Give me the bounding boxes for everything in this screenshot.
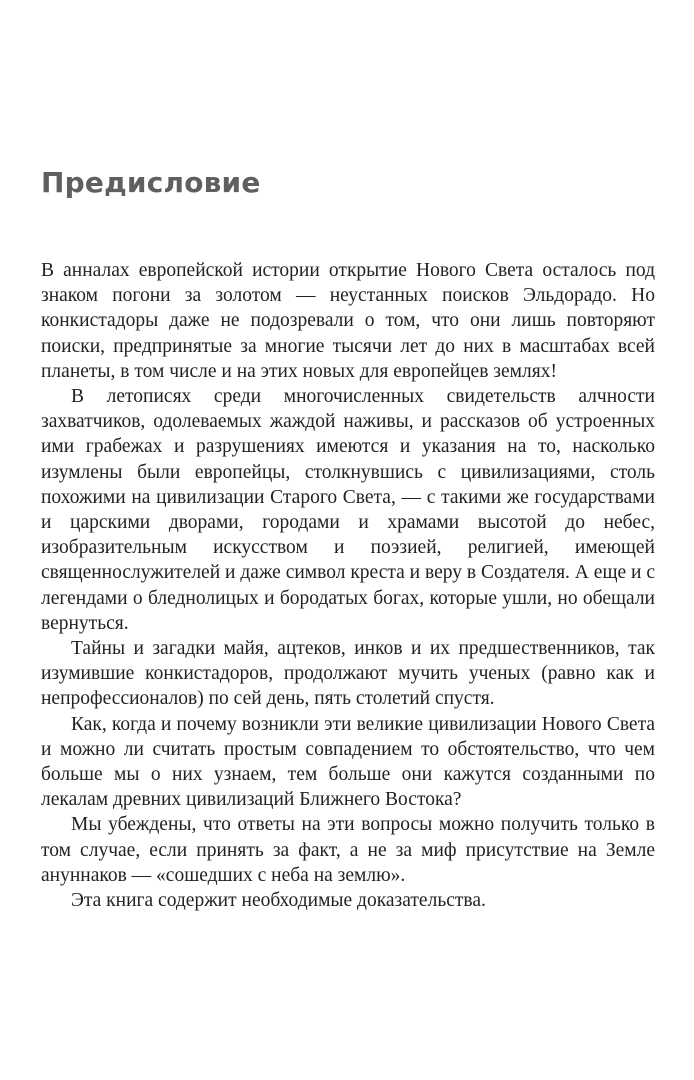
paragraph-4: Как, когда и почему возникли эти великие цивилизации Нового Света и можно ли считать простым совпадением то обстоятельство, что чем больше мы о них узнаем, тем больше они кажутся созданными по лекалам древних цивилизаций Ближнего Востока? <box>41 713 655 811</box>
paragraph-3: Тайны и загадки майя, ацтеков, инков и их предшественников, так изумившие конкистадоров, продолжают мучить ученых (равно как и непрофессионалов) по сей день, пять столетий спустя. <box>41 638 655 710</box>
paragraph-6: Эта книга содержит необходимые доказательства. <box>71 890 486 912</box>
paragraph-5: Мы убеждены, что ответы на эти вопросы можно получить только в том случае, если принять за факт, а не за миф присутствие на Земле ануннаков — «сошедших с неба на землю». <box>41 814 655 886</box>
paragraph-1: В анналах европейской истории открытие Нового Света осталось под знаком погони за золотом — неустанных поисков Эльдорадо. Но конкистадоры даже не подозревали о том, что они лишь повторяют поиски, предпринятые за многие тысячи лет до них в масштабах всей планеты, в том числе и на этих новых для европейцев землях! <box>41 260 655 382</box>
paragraph-2: В летописях среди многочисленных свидетельств алчности захватчиков, одолеваемых жаждой наживы, и рассказов об устроенных ими грабежах и разрушениях имеются и указания на то, насколько изумлены были европейцы, столкнувшись с цивилизациями, столь похожими на цивилизации Старого Света, — с такими же государствами и царскими дворами, городами и храмами высотой до небес, изобразительным искусством и поэзией, религией, имеющей священнослужителей и даже символ креста и веру в Создателя. А еще и с легендами о бледнолицых и бородатых богах, которые ушли, но обещали вернуться. <box>41 386 655 634</box>
chapter-title: Предисловие <box>41 166 261 199</box>
body-text <box>41 258 655 913</box>
